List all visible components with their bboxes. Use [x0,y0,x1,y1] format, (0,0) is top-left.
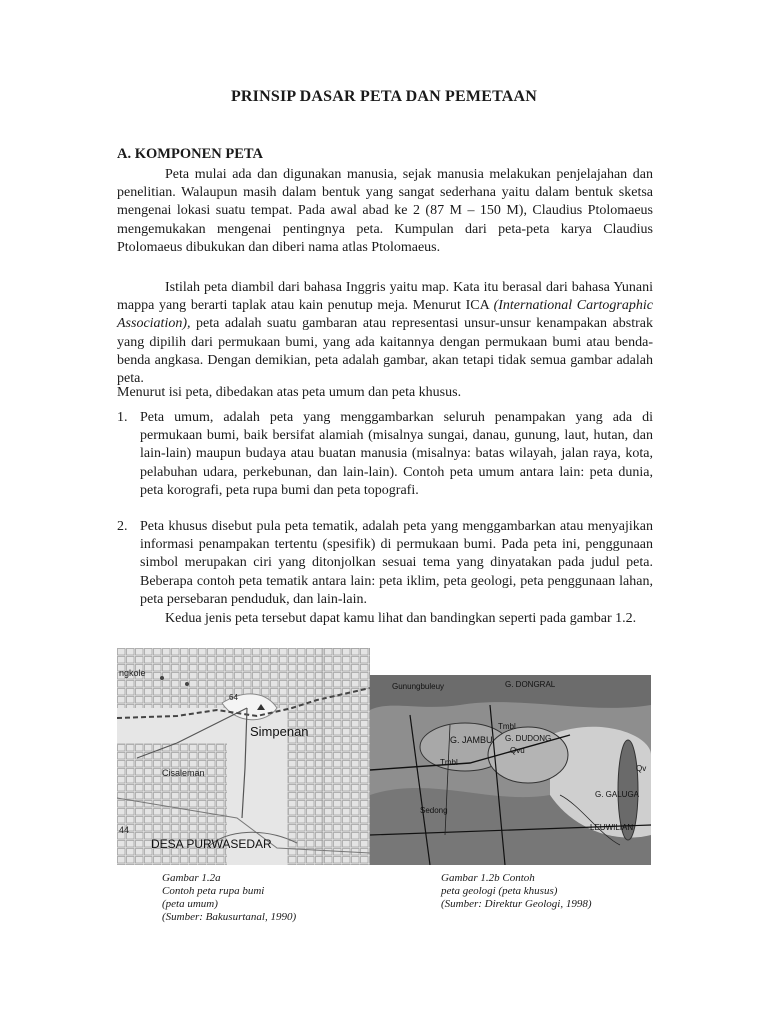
ica-name: (International Cartographic Association), [117,298,653,332]
list-number: 2. [117,519,128,534]
caption-line: (peta umum) [162,898,218,910]
page-title: PRINSIP DASAR PETA DAN PEMETAAN [230,88,538,105]
map-label-tmbl-1: Tmbl [440,758,458,767]
list-text: Peta umum, adalah peta yang menggambarkan seluruh penampakan yang ada di permukaan bumi, baik bersifat alamiah (misalnya sungai, danau, gunung, laut, hutan, dan lain-lain) maupun budaya atau buatan manusia (misalnya: batas wilayah, jalan raya, kota, pelabuhan udara, perkebunan, dan lain-lain). Contoh peta umum antara lain: peta dunia, peta korografi, peta rupa bumi dan peta topografi. [140,410,653,498]
map-label-qv: Qv [636,764,647,773]
paragraph-definition [117,279,653,388]
map-label-44: 44 [119,825,130,835]
list-number: 1. [117,410,128,425]
map-label-ggaluga: G. GALUGA [595,790,640,799]
paragraph-intro: Peta mulai ada dan digunakan manusia, sejak manusia melakukan penjelajahan dan penelitian. Walaupun masih dalam bentuk yang sangat sederhana yaitu dalam bentuk sketsa mengenai lokasi suatu tempat. Pada awal abad ke 2 (87 M – 150 M), Claudius Ptolomaeus mengemukakan mengenai pentingnya peta. Kumpulan dari peta-peta karya Claudius Ptolomaeus dibukukan dan diberi nama atlas Ptolomaeus. [117,167,653,255]
caption-line: Gambar 1.2b Contoh [441,872,535,884]
geologic-map-image [370,675,651,865]
map-label-simpenan: Simpenan [250,724,309,739]
definition-text-end: peta adalah suatu gambaran atau representasi unsur-unsur kenampakan abstrak yang dipilih dari permukaan bumi, yang ada kaitannya dengan permukaan bumi atau benda-benda angkasa. Dengan demikian, peta adalah gambar, akan tetapi tidak semua gambar adalah peta. [117,316,653,387]
caption-line: (Sumber: Bakusurtanal, 1990) [162,911,297,923]
topographic-map-image [117,648,370,865]
map-label-gdongral: G. DONGRAL [505,680,556,689]
map-label-cisaleman: Cisaleman [162,768,205,778]
map-label-gdudong: G. DUDONG [505,734,552,743]
map-label-gunung: Gunungbuleuy [392,682,445,691]
map-label-sedong: Sedong [420,806,448,815]
figure-a-caption [162,872,296,924]
paragraph-comparison: Kedua jenis peta tersebut dapat kamu lihat dan bandingkan seperti pada gambar 1.2. [165,611,637,626]
definition-text-start: Istilah peta diambil dari bahasa Inggris yaitu map. Kata itu berasal dari bahasa Yunani mappa yang berarti taplak atau kain penutup meja. Menurut ICA [117,280,653,314]
paragraph-classification: Menurut isi peta, dibedakan atas peta umum dan peta khusus. [117,385,462,400]
list-text: Peta khusus disebut pula peta tematik, adalah peta yang menggambarkan atau menyajikan informasi penampakan tertentu (spesifik) di permukaan bumi. Pada peta ini, penggunaan simbol merupakan ciri yang ditonjolkan sesuai tema yang dinyatakan pada judul peta. Beberapa contoh peta tematik antara lain: peta iklim, peta geologi, peta penggunaan lahan, peta persebaran penduduk, dan lain-lain. [140,519,653,607]
caption-line: peta geologi (peta khusus) [441,885,558,897]
caption-line: (Sumber: Direktur Geologi, 1998) [441,898,592,910]
map-label-desa: DESA PURWASEDAR [151,837,272,851]
caption-line: Contoh peta rupa bumi [162,885,265,897]
section-heading: A. KOMPONEN PETA [117,146,263,162]
figure-b-caption [441,872,592,911]
map-label-tmbl-2: Tmbl [498,722,516,731]
map-label-64: 64 [229,693,238,702]
map-label-leuwilian: LEUWILIAN [590,823,634,832]
map-label-ngkole: ngkole [119,668,146,678]
map-label-qvu: Qvu [510,746,525,755]
caption-line: Gambar 1.2a [162,872,221,884]
map-label-gjambu: G. JAMBU [450,735,493,745]
